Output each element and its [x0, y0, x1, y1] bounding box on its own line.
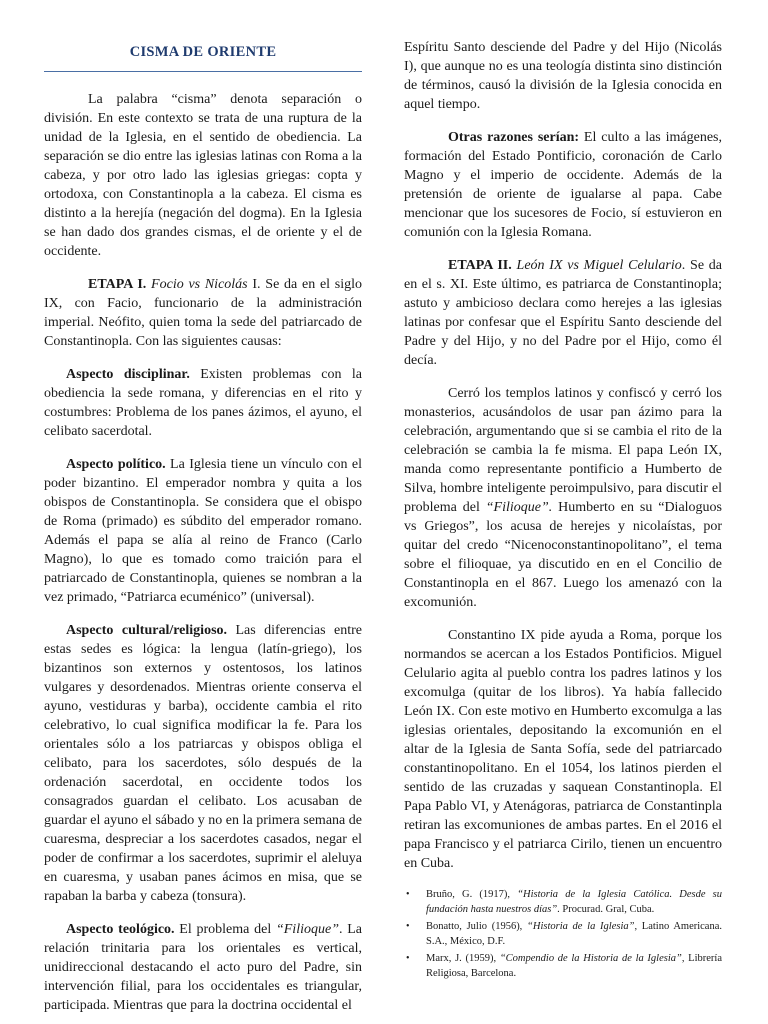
theological-text-2: . La relación trinitaria para los orientales es vertical, unidireccional destacando el acto puro del Padre, sin intervención filial, para los occidentales es triangular, participada. Mientras que para la doctrina occidental el [44, 922, 362, 1013]
cultural-label: Aspecto cultural/religioso. [66, 623, 228, 638]
cerro-text-2: Humberto en su “Dialoguos vs Griegos”, los acusa de herejes y nicolaístas, por quitar del credo “Nicenoconstantinopolitano”, el tema sobre el filioquae, ya discutido en en el Concilio de Constantinopla en el 867. Luego los amenazó con la excomunión. [404, 500, 722, 610]
reference-publisher: . Procurad. Gral, Cuba. [557, 904, 655, 915]
reference-title: “Historia de la Iglesia Católica. Desde su fundación hasta nuestros días” [426, 889, 723, 915]
constantino-paragraph: Constantino IX pide ayuda a Roma, porque los normandos se acercan a los Estados Pontificios. Miguel Celulario agita al pueblo contra los padres latinos y los excomulga (quitar de los libros). Ya había fallecido León IX. Con este motivo en Humberto excomulga a las iglesias orientales, depositando la excomunión en el altar de la Iglesia de Santa Sofía, sede del patriarcado constantinopolitano. En el 1054, los latinos pierden el sentido de las cruzadas y saquean Constantinopla. El Papa Pablo VI, y Atenágoras, patriarca de Constantinpla retiran las excomuniones de ambas partes. En el 2016 el papa Francisco y el patriarca Cirilo, tienen un encuentro en Cuba. [404, 628, 722, 871]
theological-text-1: El problema del [174, 922, 276, 937]
etapa-1-paragraph [44, 275, 362, 351]
etapa-1-title: Focio vs Nicolás [151, 277, 248, 292]
etapa-2-text: . Se da en el s. XI. Este último, es patriarca de Constantinopla; astuto y ambicioso declara como herejes a las iglesias latinas por confesar que el Espíritu Santo desciende del Padre y del Hijo, y no del Padre por el Hijo, como él decía. [404, 258, 723, 368]
etapa-2-title: León IX vs Miguel Celulario [516, 258, 682, 273]
etapa-2-paragraph [404, 256, 722, 370]
reference-author: Marx, J. (1959), [426, 953, 500, 964]
reference-item [404, 887, 722, 917]
etapa-1-label: ETAPA I. [88, 277, 147, 292]
other-reasons-text: El culto a las imágenes, formación del Estado Pontificio, coronación de Carlo Magno y el imperio de occidente. Además de la pretensión de oriente de igualarse al papa. Cabe mencionar que los sucesores de Focio, sí estuvieron en comunión con la Iglesia Romana. [404, 130, 722, 240]
right-column [404, 0, 722, 983]
etapa-1-text: I. Se da en el siglo IX, con Facio, funcionario de la administración imperial. Neófito, quien toma la sede del patriarcado de Constantinopla. Con las siguientes causas: [44, 277, 363, 349]
political-label: Aspecto político. [66, 457, 166, 472]
continued-paragraph: Espíritu Santo desciende del Padre y del Hijo (Nicolás I), que aunque no es una teología distinta sino distinción de términos, causó la división de la Iglesia conocida en aquel tiempo. [404, 40, 722, 112]
cultural-paragraph [44, 621, 362, 906]
reference-item [404, 951, 722, 981]
political-paragraph [44, 455, 362, 607]
etapa-2-label: ETAPA II. [448, 258, 512, 273]
political-text: La Iglesia tiene un vínculo con el poder bizantino. El emperador nombra y quita a los obispos de Constantinopla. Se considera que el obispo de Roma (primado) es súbdito del emperador romano. Además el papa se alía al reino de Franco (Carlo Magno), lo que es tomado como traición para el patriarcado de Constantinopla, quienes se nombran a la vez primado, “Patriarca ecuménico” (universal). [44, 457, 362, 605]
filioque-term: “Filioque” [275, 922, 339, 937]
disciplinary-label: Aspecto disciplinar. [66, 367, 190, 382]
references-list [404, 887, 722, 981]
disciplinary-text: Existen problemas con la obediencia la sede romana, y diferencias en el rito y costumbres: Problema de los panes ázimos, el ayuno, el celibato sacerdotal. [44, 367, 362, 439]
reference-title: “Historia de la Iglesia” [527, 921, 635, 932]
cerro-text-1: Cerró los templos latinos y confiscó y cerró los monasterios, acusándolos de usar pan ázimo para la celebración, argumentando que si se cambia el rito de la celebración se cambia la fe misma. El papa León IX, manda como representante pontificio a Humberto de Silva, hombre inteligente peroimpulsivo, para discutir el problema del [404, 386, 722, 515]
page-title: CISMA DE ORIENTE [129, 44, 277, 60]
bullet-icon: • [406, 953, 410, 964]
reference-item [404, 919, 722, 949]
reference-title: “Compendio de la Historia de la Iglesia” [499, 953, 682, 964]
theological-label: Aspecto teológico. [66, 922, 175, 937]
bullet-icon: • [406, 921, 410, 932]
cultural-text: Las diferencias entre estas sedes es lógica: la lengua (latín-griego), los bizantinos son externos y ostentosos, los latinos vulgares y desordenados. Mientras oriente conserva el ayuno, vestiduras y barba), occidente cambia el rito celebrativo, lo cual significa modificar la fe. Para los orientales sólo a los patriarcas y obispos obliga el celibato, para los sacerdotes, sólo después de la ordenación sacerdotal, en occidente todos los consagrados guardan el celibato. Los acusaban de guardar el ayuno el sábado y no en la primera semana de cuaresma, despreciar a los sacerdotes casados, negar el poder de confirmar a los sacerdotes, suprimir el aleluya en cuaresma, y usaban panes ácimos en misa, que se rapaban la barba y cabeza (tonsura). [44, 623, 362, 904]
reference-publisher: , Librería Religiosa, Barcelona. [426, 953, 722, 979]
left-column [44, 0, 362, 1015]
theological-paragraph [44, 920, 362, 1015]
filioque-term-2: “Filioque”. [485, 500, 553, 515]
disciplinary-paragraph [44, 365, 362, 441]
reference-author: Bonatto, Julio (1956), [426, 921, 528, 932]
other-reasons-label: Otras razones serían: [448, 130, 580, 145]
reference-publisher: , Latino Americana. S.A., México, D.F. [426, 921, 723, 947]
bullet-icon: • [406, 889, 410, 900]
intro-paragraph: La palabra “cisma” denota separación o división. En este contexto se trata de una ruptura de la unidad de la Iglesia, en el sentido de obediencia. La separación se dio entre las iglesias latinas con Roma a la cabeza, y por otro lado las iglesias griegas: copta y ortodoxa, con Constantinopla a la cabeza. El cisma es distinto a la herejía (negación del dogma). En la Iglesia se han dado dos grandes cismas, el de oriente y el de occidente. [44, 92, 362, 259]
cerro-paragraph [404, 384, 722, 612]
title-rule [44, 71, 362, 72]
reference-author: Bruño, G. (1917), [426, 889, 518, 900]
other-reasons-paragraph [404, 128, 722, 242]
